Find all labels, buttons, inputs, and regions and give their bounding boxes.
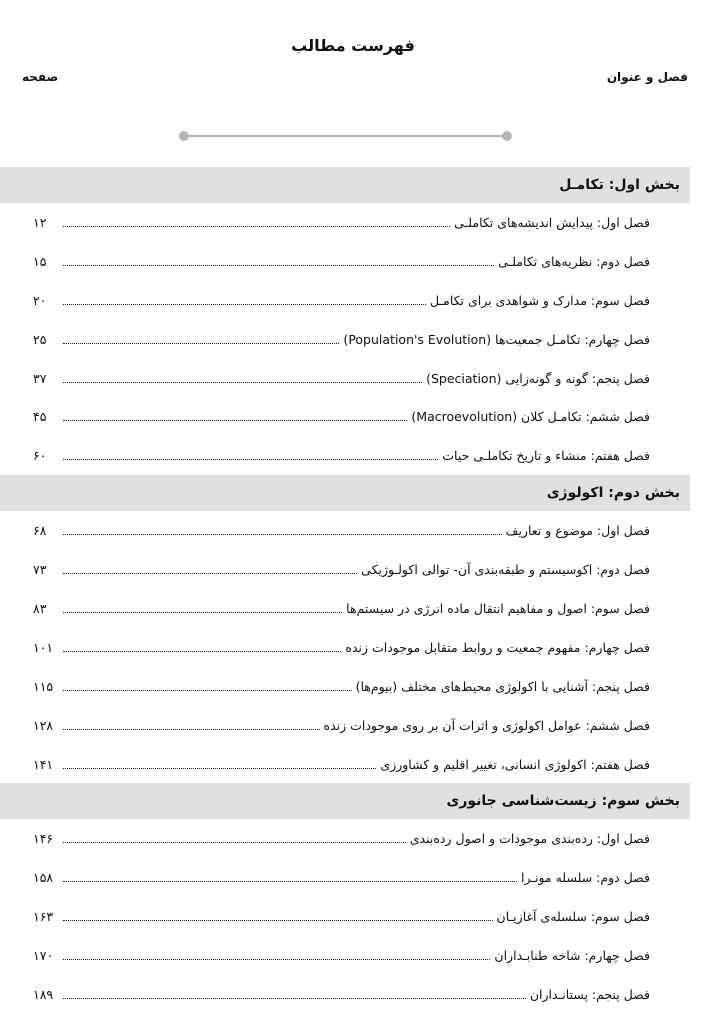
entry-title: فصل دوم: نظریه‌های تکاملـی (498, 253, 650, 269)
page-number: ۶۰ (33, 448, 47, 464)
section-header: بخش دوم: اکولوژی (0, 475, 690, 511)
dot-leader (63, 920, 493, 921)
entry-title: فصل سوم: مدارک و شواهدی برای تکامـل (430, 292, 650, 308)
toc-entry[interactable] (0, 975, 690, 1014)
page-number: ۲۵ (33, 331, 47, 347)
toc-entry[interactable] (0, 897, 690, 936)
page-column-label: صفحه (22, 70, 59, 84)
toc-entry[interactable] (0, 203, 690, 242)
toc-entry[interactable] (0, 320, 690, 359)
page-number: ۱۲ (33, 214, 47, 230)
page-title: فهرست مطالب (291, 36, 415, 55)
toc-entry[interactable] (0, 242, 690, 281)
dot-leader (63, 881, 517, 882)
toc-entry[interactable] (0, 706, 690, 745)
entry-title: فصل سوم: سلسله‌ی آغازیـان (496, 909, 650, 925)
dot-leader (63, 573, 357, 574)
page-number: ۳۷ (33, 370, 47, 386)
dot-leader (63, 651, 341, 652)
section-header: بخش اول: تکامـل (0, 167, 690, 203)
dot-leader (63, 420, 407, 421)
entry-title: فصل هفتم: اکولوژی انسانی، تغییر اقلیم و کشاورزی (380, 756, 650, 772)
dot-leader (63, 690, 352, 691)
dot-leader (63, 226, 450, 227)
page-number: ۱۴۱ (33, 756, 54, 772)
dot-leader (63, 729, 320, 730)
toc-entry[interactable] (0, 819, 690, 858)
entry-title: فصل چهارم: مفهوم جمعیت و روابط متقابل موجودات زنده (345, 639, 650, 655)
dot-leader (63, 343, 339, 344)
toc-entry[interactable] (0, 397, 690, 436)
dot-leader (63, 534, 502, 535)
table-of-contents (0, 167, 690, 1014)
page-number: ۱۸۹ (33, 986, 54, 1002)
divider-end-dot (179, 131, 189, 141)
toc-entry[interactable] (0, 589, 690, 628)
toc-entry[interactable] (0, 667, 690, 706)
dot-leader (63, 382, 422, 383)
dot-leader (63, 768, 376, 769)
section-header: بخش سوم: زیست‌شناسی جانوری (0, 783, 690, 819)
toc-entry[interactable] (0, 436, 690, 475)
page-number: ۱۰۱ (33, 639, 54, 655)
entry-title: فصل ششم: عوامل اکولوژی و اثرات آن بر روی موجودات زنده (323, 717, 650, 733)
page-number: ۱۶۳ (33, 909, 54, 925)
toc-entry[interactable] (0, 550, 690, 589)
toc-entry[interactable] (0, 359, 690, 398)
page-number: ۱۴۶ (33, 831, 54, 847)
decorative-divider (184, 135, 507, 137)
chapter-column-label: فصل و عنوان (606, 70, 688, 84)
dot-leader (63, 265, 494, 266)
entry-title: فصل پنجم: گونه و گونه‌زایی (Speciation) (426, 370, 650, 386)
entry-title: فصل چهارم: تکامـل جمعیت‌ها (Population's Evolution) (343, 331, 650, 347)
dot-leader (63, 304, 426, 305)
entry-title: فصل اول: پیدایش اندیشه‌های تکاملـی (454, 214, 650, 230)
dot-leader (63, 842, 406, 843)
entry-title: فصل دوم: اکوسیستم و طبقه‌بندی آن- توالی اکولـوژیکی (361, 562, 650, 578)
entry-title: فصل هفتم: منشاء و تاریخ تکاملـی حیات (442, 448, 650, 464)
dot-leader (63, 459, 438, 460)
toc-entry[interactable] (0, 858, 690, 897)
toc-entry[interactable] (0, 628, 690, 667)
entry-title: فصل ششم: تکامـل کلان (Macroevolution) (411, 409, 650, 425)
toc-entry[interactable] (0, 511, 690, 550)
dot-leader (63, 612, 342, 613)
page-number: ۱۱۵ (33, 678, 54, 694)
page-number: ۶۸ (33, 523, 47, 539)
toc-entry[interactable] (0, 281, 690, 320)
page-number: ۱۲۸ (33, 717, 54, 733)
entry-title: فصل پنجم: پستانـداران (529, 986, 650, 1002)
dot-leader (63, 959, 490, 960)
page-number: ۱۵۸ (33, 870, 54, 886)
dot-leader (63, 998, 526, 999)
page-number: ۱۵ (33, 253, 47, 269)
entry-title: فصل پنجم: آشنایی با اکولوژی محیط‌های مختلف (بیوم‌ها) (355, 678, 650, 694)
page-number: ۲۰ (33, 292, 47, 308)
entry-title: فصل سوم: اصول و مفاهیم انتقال ماده انرژی در سیستم‌ها (346, 600, 650, 616)
entry-title: فصل دوم: سلسله مونـرا (520, 870, 650, 886)
page-number: ۴۵ (33, 409, 47, 425)
page-number: ۱۷۰ (33, 948, 54, 964)
page-number: ۷۳ (33, 562, 47, 578)
divider-end-dot (502, 131, 512, 141)
page-number: ۸۳ (33, 600, 47, 616)
entry-title: فصل اول: موضوع و تعاریف (505, 523, 650, 539)
toc-entry[interactable] (0, 745, 690, 784)
entry-title: فصل چهارم: شاخه طنابـداران (494, 948, 650, 964)
toc-entry[interactable] (0, 936, 690, 975)
entry-title: فصل اول: رده‌بندی موجودات و اصول رده‌بندی (409, 831, 650, 847)
